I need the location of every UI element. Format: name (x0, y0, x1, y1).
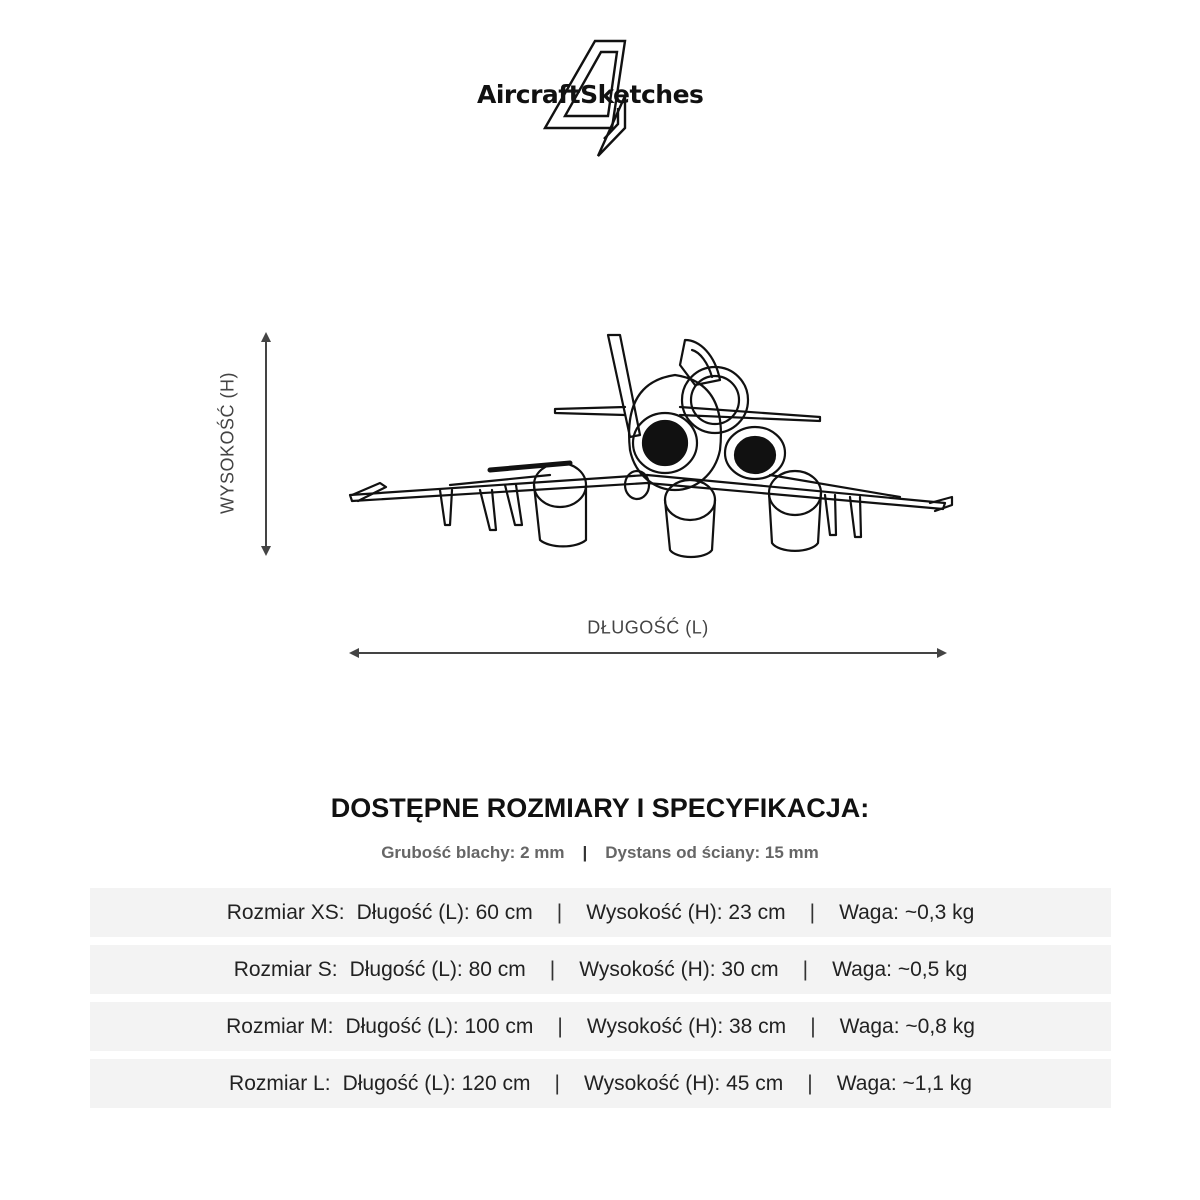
size-weight: Waga: ~1,1 kg (836, 1072, 972, 1095)
size-weight: Waga: ~0,3 kg (839, 901, 975, 924)
separator: | (549, 958, 556, 981)
separator: | (556, 901, 563, 924)
length-label: DŁUGOŚĆ (L) (587, 617, 709, 638)
specs-subline (0, 843, 1200, 863)
logo-text: AircraftSketches (477, 80, 704, 109)
separator: | (554, 1072, 560, 1095)
separator: | (807, 1072, 813, 1095)
size-weight: Waga: ~0,5 kg (832, 958, 968, 981)
specs-title: DOSTĘPNE ROZMIARY I SPECYFIKACJA: (330, 793, 870, 823)
size-length: Długość (L): 60 cm (356, 901, 533, 924)
size-row-m (90, 1002, 1111, 1051)
size-name: Rozmiar L: (229, 1072, 331, 1095)
size-length: Długość (L): 120 cm (342, 1072, 531, 1095)
size-name: Rozmiar S: (233, 958, 338, 981)
sheet-thickness: Grubość blachy: 2 mm (381, 843, 565, 862)
height-label: WYSOKOŚĆ (H) (217, 371, 238, 515)
size-name: Rozmiar XS: (226, 901, 345, 924)
separator: | (802, 958, 809, 981)
length-dimension-arrow (347, 642, 949, 664)
size-length: Długość (L): 100 cm (345, 1015, 534, 1038)
separator: | (809, 901, 816, 924)
size-height: Wysokość (H): 23 cm (586, 901, 786, 924)
separator: | (810, 1015, 816, 1038)
size-name: Rozmiar M: (226, 1015, 334, 1038)
wall-distance: Dystans od ściany: 15 mm (605, 843, 819, 862)
size-weight: Waga: ~0,8 kg (839, 1015, 975, 1038)
aircraft-illustration (340, 325, 955, 570)
size-height: Wysokość (H): 30 cm (579, 958, 779, 981)
height-dimension-arrow (255, 330, 277, 558)
separator: | (582, 843, 588, 862)
separator: | (557, 1015, 563, 1038)
size-row-l (90, 1059, 1111, 1108)
size-row-xs (90, 888, 1111, 937)
size-height: Wysokość (H): 38 cm (586, 1015, 787, 1038)
size-length: Długość (L): 80 cm (349, 958, 526, 981)
size-height: Wysokość (H): 45 cm (583, 1072, 784, 1095)
size-row-s (90, 945, 1111, 994)
